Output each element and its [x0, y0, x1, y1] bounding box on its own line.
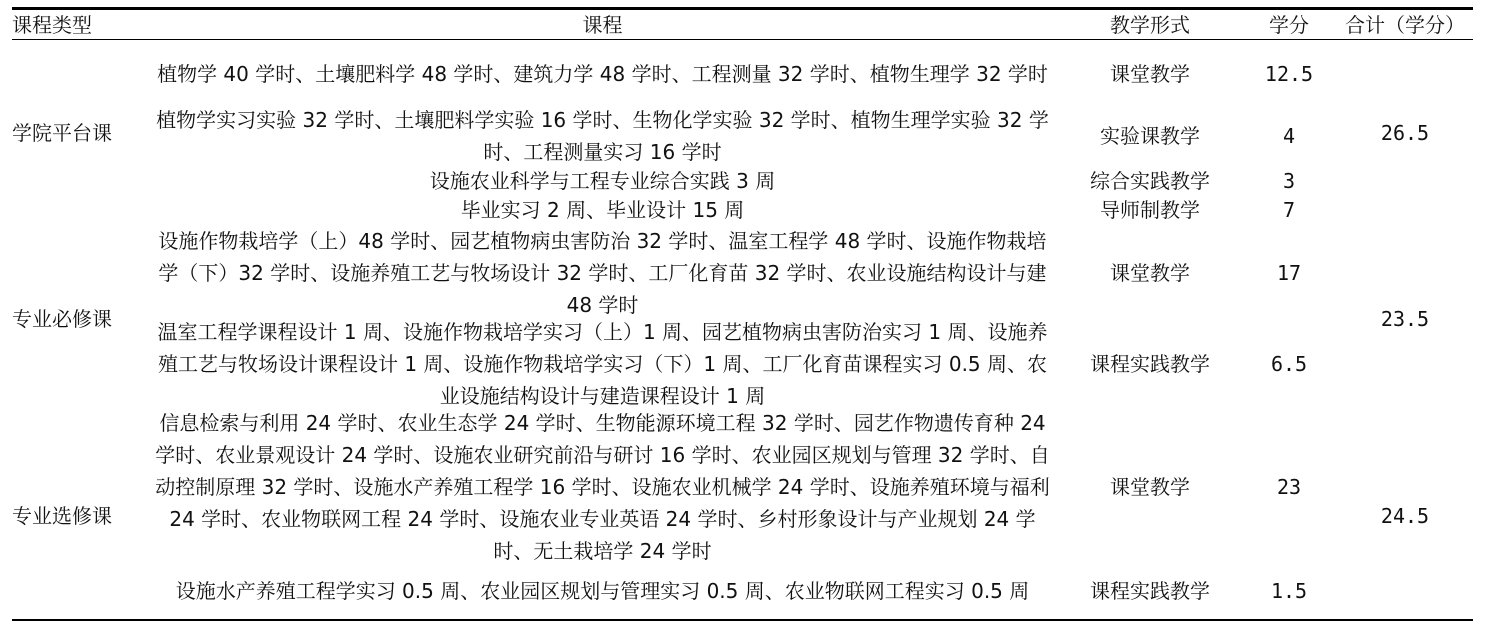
total-major-elective: 24.5 [1380, 504, 1430, 528]
credits-cell: 4 [1282, 124, 1296, 148]
form-cell: 课程实践教学 [1090, 352, 1210, 376]
form-cell: 综合实践教学 [1090, 169, 1210, 193]
category-major-required: 专业必修课 [12, 307, 112, 331]
course-cell: 温室工程学课程设计 1 周、设施作物栽培学实习（上）1 周、园艺植物病虫害防治实习 1 周、设施养殖工艺与牧场设计课程设计 1 周、设施作物栽培学实习（下）1 周、工厂化育苗课程实习 0.5 周、农业设施结构设计与建造课程设计 1 周 [157, 320, 1048, 408]
course-cell: 设施作物栽培学（上）48 学时、园艺植物病虫害防治 32 学时、温室工程学 48 学时、设施作物栽培学（下）32 学时、设施养殖工艺与牧场设计 32 学时、工厂化育苗 32 学时、农业设施结构设计与建 48 学时 [158, 229, 1047, 317]
credits-cell: 6.5 [1270, 352, 1308, 376]
form-cell: 导师制教学 [1100, 198, 1200, 222]
credits-cell: 12.5 [1264, 62, 1314, 86]
table-header-rule [12, 39, 1473, 40]
header-course: 课程 [582, 12, 623, 37]
header-credits: 学分 [1269, 12, 1309, 37]
header-total: 合计（学分） [1345, 12, 1465, 37]
header-form: 教学形式 [1110, 12, 1190, 37]
course-cell: 毕业实习 2 周、毕业设计 15 周 [460, 198, 745, 222]
form-cell: 课堂教学 [1110, 62, 1190, 86]
course-cell: 设施农业科学与工程专业综合实践 3 周 [429, 169, 776, 193]
course-cell: 植物学实习实验 32 学时、土壤肥料学实验 16 学时、生物化学实验 32 学时、植物生理学实验 32 学时、工程测量实习 16 学时 [156, 108, 1049, 164]
course-cell: 植物学 40 学时、土壤肥料学 48 学时、建筑力学 48 学时、工程测量 32 学时、植物生理学 32 学时 [157, 62, 1048, 86]
form-cell: 实验课教学 [1100, 124, 1200, 148]
total-college-platform: 26.5 [1380, 121, 1430, 145]
form-cell: 课堂教学 [1110, 475, 1190, 499]
category-college-platform: 学院平台课 [12, 121, 112, 145]
header-category: 课程类型 [12, 12, 92, 37]
total-major-required: 23.5 [1380, 307, 1430, 331]
course-cell: 设施水产养殖工程学实习 0.5 周、农业园区规划与管理实习 0.5 周、农业物联网工程实习 0.5 周 [175, 579, 1030, 603]
form-cell: 课程实践教学 [1090, 579, 1210, 603]
form-cell: 课堂教学 [1110, 261, 1190, 285]
course-cell: 信息检索与利用 24 学时、农业生态学 24 学时、生物能源环境工程 32 学时、园艺作物遗传育种 24 学时、农业景观设计 24 学时、设施农业研究前沿与研讨 16 学时、农业园区规划与管理 32 学时、自动控制原理 32 学时、设施水产养殖工程学 16 学时、设施农业机械学 24 学时、设施养殖环境与福利 24 学时、农业物联网工程 24 学时、设施农业专业英语 24 学时、乡村形象设计与产业规划 24 学时、无土栽培学 24 学时 [155, 411, 1050, 563]
credits-cell: 1.5 [1270, 579, 1308, 603]
category-major-elective: 专业选修课 [12, 504, 112, 528]
credits-cell: 3 [1282, 169, 1296, 193]
credits-cell: 17 [1276, 261, 1302, 285]
credits-cell: 23 [1276, 475, 1302, 499]
credits-cell: 7 [1282, 198, 1296, 222]
